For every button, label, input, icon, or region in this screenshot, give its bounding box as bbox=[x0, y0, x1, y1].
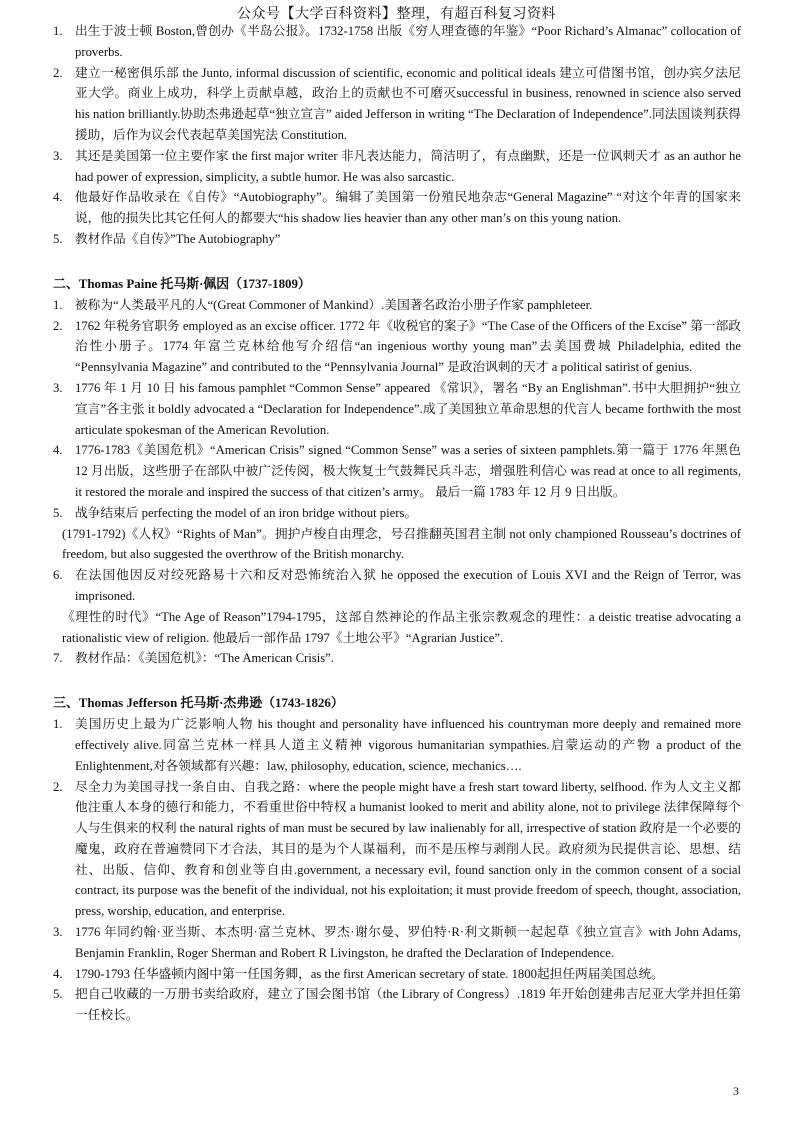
list-item-text: 战争结束后 perfecting the model of an iron bridge without piers。 bbox=[75, 505, 418, 520]
list-item bbox=[53, 316, 741, 378]
list-item-text: 1790-1793 任华盛顿内阁中第一任国务卿，as the first American secretary of state. 1800起担任两届美国总统。 bbox=[75, 966, 664, 981]
list-item bbox=[53, 503, 741, 524]
list-item-number: 5. bbox=[53, 987, 63, 1002]
list-item bbox=[53, 146, 741, 188]
list-item-number: 4. bbox=[53, 190, 63, 205]
list-item bbox=[53, 440, 741, 502]
list-item-number: 7. bbox=[53, 651, 63, 666]
list-item-number: 2. bbox=[53, 65, 63, 80]
list-item-text: 教材作品：《美国危机》：“The American Crisis”. bbox=[75, 651, 334, 666]
list-item-text: 美国历史上最为广泛影响人物 his thought and personality have influenced his countryman more deeply and remained more effectively alive.同富兰克林一样具人道主义精神 vigorous humanitarian sympathies.启蒙运动的产物 a product of the Enlightenment,对各领域都有兴趣：law, philosophy, education, science, mechanics…. bbox=[75, 717, 741, 773]
list-item-text: 出生于波士顿 Boston,曾创办《半岛公报》。1732-1758 出版《穷人理查德的年鉴》“Poor Richard’s Almanac” collocation of proverbs. bbox=[75, 24, 741, 59]
list-item-text: 他最好作品收录在《自传》“Autobiography”。编辑了美国第一份殖民地杂志“General Magazine” “对这个年青的国家来说，他的损失比其它任何人的都要大“his shadow lies heavier than any other man’s on this young nation. bbox=[75, 190, 741, 226]
list-item-text: 1762 年税务官职务 employed as an excise officer. 1772 年《收税官的案子》“The Case of the Officers of the Excise” 第一部政治性小册子。1774 年富兰克林给他写介绍信“an ingenious worthy young man”去美国费城 Philadelphia, edited the “Pennsylvania Magazine” and contributed to the “Pennsylvania Journal” 是政治讽刺的天才 a political satirist of genius. bbox=[75, 318, 741, 375]
list-item-text: 1776-1783《美国危机》“American Crisis” signed “Common Sense” was a series of sixteen pamphlets.第一篇于 1776 年黑色 12 月出版，这些册子在部队中被广泛传阅，极大恢复士气鼓舞民兵斗志，增强胜利信心 was read at once to all regiments, it restored the morale and inspired the success of that citizen’s army。 最后一篇 1783 年 12 月 9 日出版。 bbox=[75, 443, 741, 499]
list-item bbox=[53, 187, 741, 229]
list-item-number: 5. bbox=[53, 505, 63, 520]
list-item bbox=[53, 922, 741, 964]
list-item-text: 教材作品《自传》”The Autobiography” bbox=[75, 231, 281, 246]
list-item-number: 4. bbox=[53, 443, 63, 458]
list-item bbox=[53, 964, 741, 985]
paine-list-b bbox=[53, 565, 741, 607]
list-item-text: 尽全力为美国寻找一条自由、自我之路：where the people might have a fresh start toward liberty, selfhood. 作为人文主义都他注重人本身的德行和能力，不看重世俗中特权 a humanist looked to merit and ability alone, not to privilege 法律保障每个人与生俱来的权利 the natural rights of man must be secured by law inalienably for all, irrespective of station 政府是一个必要的魔鬼，政府在普遍赞同下才合法，其目的是为个人谋福利，而不是压榨与剥削人民。政府须为民提供言论、思想、结社、出版、信仰、教育和创业等自由.government, a necessary evil, found sanction only in the common consent of a social contract, its purpose was the benefit of the individual, not his exploitation; it must provide freedom of speech, thought, association, press, worship, education, and enterprise. bbox=[75, 779, 741, 919]
paine-list bbox=[53, 295, 741, 524]
list-item bbox=[53, 21, 741, 63]
paine-heading: 二、Thomas Paine 托马斯·佩因（1737-1809） bbox=[53, 276, 311, 291]
list-item bbox=[53, 229, 741, 250]
list-item bbox=[53, 295, 741, 316]
list-item-number: 1. bbox=[53, 24, 63, 38]
list-item-text: 建立一秘密俱乐部 the Junto, informal discussion of scientific, economic and political ideals 建立可借图书馆，创办宾夕法尼亚大学。商业上成功，科学上贡献卓越，政治上的贡献也不可磨灭successful in business, renowned in science also served his nation brilliantly.协助杰弗逊起草“独立宣言” aided Jefferson in writing “The Declaration of Independence”.同法国谈判获得援助，后作为议会代表起草美国宪法 Constitution. bbox=[75, 65, 741, 142]
list-item bbox=[53, 984, 741, 1026]
list-item-text: 在法国他因反对绞死路易十六和反对恐怖统治入狱 he opposed the execution of Louis XVI and the Reign of Terror, was imprisoned. bbox=[75, 568, 741, 603]
list-item bbox=[53, 565, 741, 607]
list-item-number: 6. bbox=[53, 568, 63, 583]
list-item-text: 把自己收藏的一万册书卖给政府，建立了国会图书馆（the Library of Congress）.1819 年开始创建弗吉尼亚大学并担任第一任校长。 bbox=[75, 987, 741, 1023]
list-item-number: 2. bbox=[53, 318, 63, 333]
paine-note-rights-of-man: (1791-1792)《人权》“Rights of Man”。拥护卢梭自由理念，号召推翻英国君主制 not only championed Rousseau’s doctrines of freedom, but also suggested the overthrow of the British monarchy. bbox=[62, 526, 741, 562]
list-item-number: 3. bbox=[53, 925, 63, 940]
list-item-number: 3. bbox=[53, 380, 63, 395]
list-item bbox=[53, 63, 741, 146]
list-item bbox=[53, 714, 741, 776]
list-item bbox=[53, 378, 741, 440]
jefferson-heading: 三、Thomas Jefferson 托马斯·杰弗逊（1743-1826） bbox=[53, 696, 344, 711]
page-content bbox=[53, 21, 741, 1026]
page-header: 公众号【大学百科资料】整理，有超百科复习资料 bbox=[237, 7, 556, 22]
list-item bbox=[53, 777, 741, 923]
list-item-number: 1. bbox=[53, 717, 63, 732]
franklin-list bbox=[53, 21, 741, 250]
jefferson-list bbox=[53, 714, 741, 1026]
page-number: 3 bbox=[733, 1084, 739, 1098]
list-item-number: 3. bbox=[53, 148, 63, 163]
list-item bbox=[53, 648, 741, 669]
list-item-text: 被称为“人类最平凡的人“(Great Commoner of Mankind）.美国著名政治小册子作家 pamphleteer. bbox=[75, 297, 593, 312]
list-item-number: 5. bbox=[53, 231, 63, 246]
paine-note-age-of-reason: 《理性的时代》“The Age of Reason”1794-1795，这部自然神论的作品主张宗教观念的理性：a deistic treatise advocating a rationalistic view of religion. 他最后一部作品 1797《土地公平》“Agrarian Justice”. bbox=[62, 609, 741, 645]
list-item-text: 1776 年 1 月 10 日 his famous pamphlet “Common Sense” appeared 《常识》，署名 “By an Englishman”.书中大胆拥护“独立宣言”各主张 it boldly advocated a “Declaration for Independence”.成了美国独立革命思想的代言人 became forthwith the most articulate spokesman of the American Revolution. bbox=[75, 380, 741, 437]
list-item-number: 2. bbox=[53, 779, 63, 794]
list-item-text: 其还是美国第一位主要作家 the first major writer 非凡表达能力，简洁明了，有点幽默，还是一位讽刺天才 as an author he had power of expression, simplicity, a subtle humor. He was also sarcastic. bbox=[75, 148, 741, 184]
list-item-text: 1776 年同约翰·亚当斯、本杰明·富兰克林、罗杰·谢尔曼、罗伯特·R·利文斯顿一起起草《独立宣言》with John Adams, Benjamin Franklin, Roger Sherman and Robert R Livingston, he drafted the Declaration of Independence. bbox=[75, 925, 741, 960]
list-item-number: 1. bbox=[53, 297, 63, 312]
list-item-number: 4. bbox=[53, 966, 63, 981]
paine-list-c bbox=[53, 648, 741, 669]
